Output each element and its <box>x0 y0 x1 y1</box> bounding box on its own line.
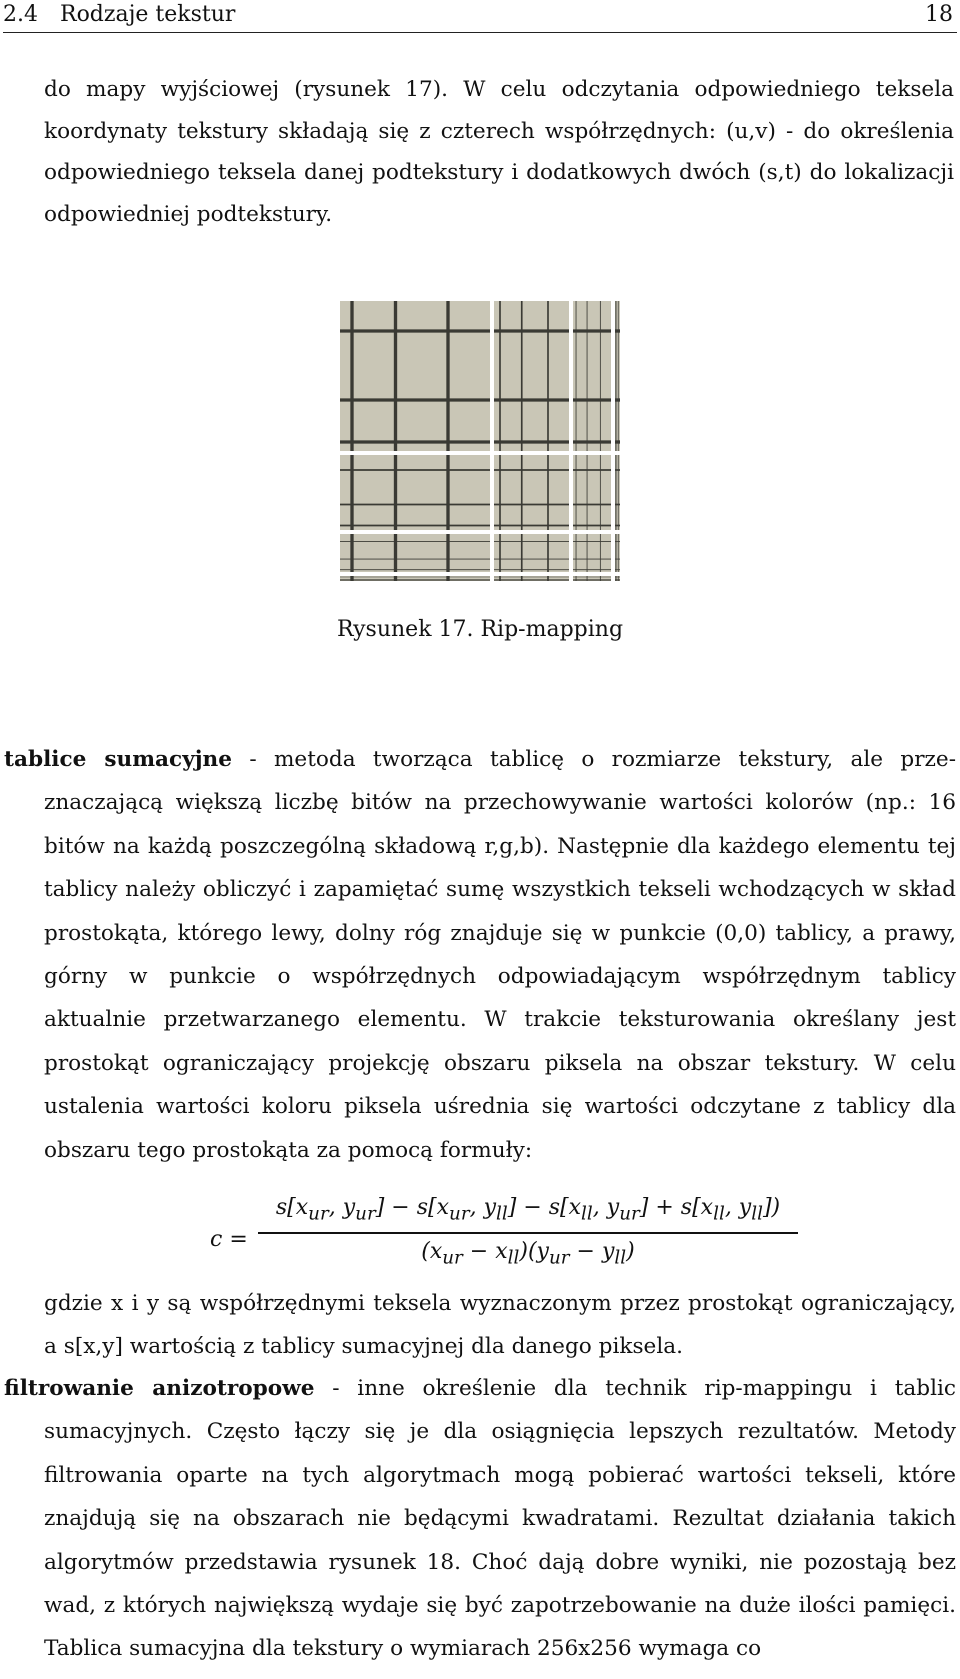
definition-first-line <box>4 738 956 781</box>
definition-body: znaczającą większą liczbę bitów na przechowywanie wartości kolorów (np.: 16 bitów na każdą poszczególną składową r,g,b). Następnie dla każdego elementu tej tablicy należy obliczyć i zapamiętać sumę wszystkich tekseli wchodzących w skład prostokąta, którego lewy, dolny róg znajduje się w punkcie (0,0) tablicy, a prawy, górny w punkcie o współrzędnych odpowiadającym współrzędnym tablicy aktualnie przetwarzanego elementu. W trakcie teksturowania określany jest prostokąt ograniczający projekcję obszaru piksela na obszar tekstury. W celu ustalenia wartości koloru piksela uśrednia się wartości odczytane z tablicy dla obszaru tego prostokąta za pomocą formuły: <box>44 790 956 1163</box>
definition-lead: - metoda tworząca tablicę o rozmiarze tekstury, ale prze- <box>232 747 956 772</box>
ripmap-image <box>340 301 620 581</box>
formula-denominator: $(x_{ur} - x_{ll})(y_{ur} - y_{ll})$ <box>421 1239 635 1269</box>
section-title: Rodzaje tekstur <box>60 2 236 27</box>
definition-continuation <box>4 1282 956 1369</box>
summed-area-formula <box>210 1195 810 1285</box>
definition-summed-area-tables <box>4 738 956 1172</box>
ripmap-tile <box>615 576 620 581</box>
ripmap-tile <box>340 301 490 451</box>
ripmap-tile <box>573 455 611 530</box>
page-number: 18 <box>925 2 953 27</box>
ripmap-tile <box>340 455 490 530</box>
definition-term: filtrowanie anizotropowe <box>4 1376 315 1401</box>
definition-lead: - inne określenie dla technik rip-mappingu i tablic <box>314 1376 956 1401</box>
ripmap-tile <box>615 301 620 451</box>
formula-lhs: c = <box>210 1227 248 1252</box>
ripmap-tile <box>615 455 620 530</box>
figure-caption: Rysunek 17. Rip-mapping <box>336 617 624 642</box>
definition-term: tablice sumacyjne <box>4 747 232 772</box>
ripmap-tile <box>573 301 611 451</box>
ripmap-tile <box>615 534 620 572</box>
ripmap-figure <box>340 301 620 581</box>
ripmap-tile <box>573 534 611 572</box>
formula-numerator: $s[x_{ur}$, $y_{ur}] - s[x_{ur}$, $y_{ll}] - s[x_{ll}$, $y_{ur}] + s[x_{ll}$, $y_{ll}$]) <box>275 1195 781 1225</box>
ripmap-tile <box>494 576 569 581</box>
ripmap-tile <box>573 576 611 581</box>
definition-body: sumacyjnych. Często łączy się je dla osiągnięcia lepszych rezultatów. Metody filtrowania oparte na tych algorytmach mogą pobierać wartości tekseli, które znajdują się na obszarach nie będącymi kwadratami. Rezultat działania takich algorytmów przedstawia rysunek 18. Choć dają dobre wyniki, nie pozostają bez wad, z których największą wydaje się być zapotrzebowanie na duże ilości pamięci. Tablica sumacyjna dla tekstury o wymiarach 256x256 wymaga co <box>44 1419 956 1662</box>
ripmap-tile <box>494 455 569 530</box>
section-number: 2.4 <box>3 2 38 27</box>
definition-first-line <box>4 1367 956 1410</box>
definition-anisotropic-filtering <box>4 1367 956 1671</box>
ripmap-tile <box>340 534 490 572</box>
running-header <box>3 0 957 33</box>
ripmap-tile <box>494 534 569 572</box>
ripmap-tile <box>340 576 490 581</box>
paragraph-intro: do mapy wyjściowej (rysunek 17). W celu odczytania odpowiedniego teksela koordynaty tekstury składają się z czterech współrzędnych: (u,v) - do określenia odpowiedniego teksela danej podtekstury i dodatkowych dwóch (s,t) do lokalizacji odpowiedniej podtekstury. <box>44 77 954 227</box>
definition-after-formula: gdzie x i y są współrzędnymi teksela wyznaczonym przez prostokąt ograniczający, a s[x,y] wartością z tablicy sumacyjnej dla danego piksela. <box>44 1291 956 1360</box>
ripmap-tile <box>494 301 569 451</box>
section-heading <box>3 0 235 30</box>
fraction-bar <box>258 1232 798 1234</box>
